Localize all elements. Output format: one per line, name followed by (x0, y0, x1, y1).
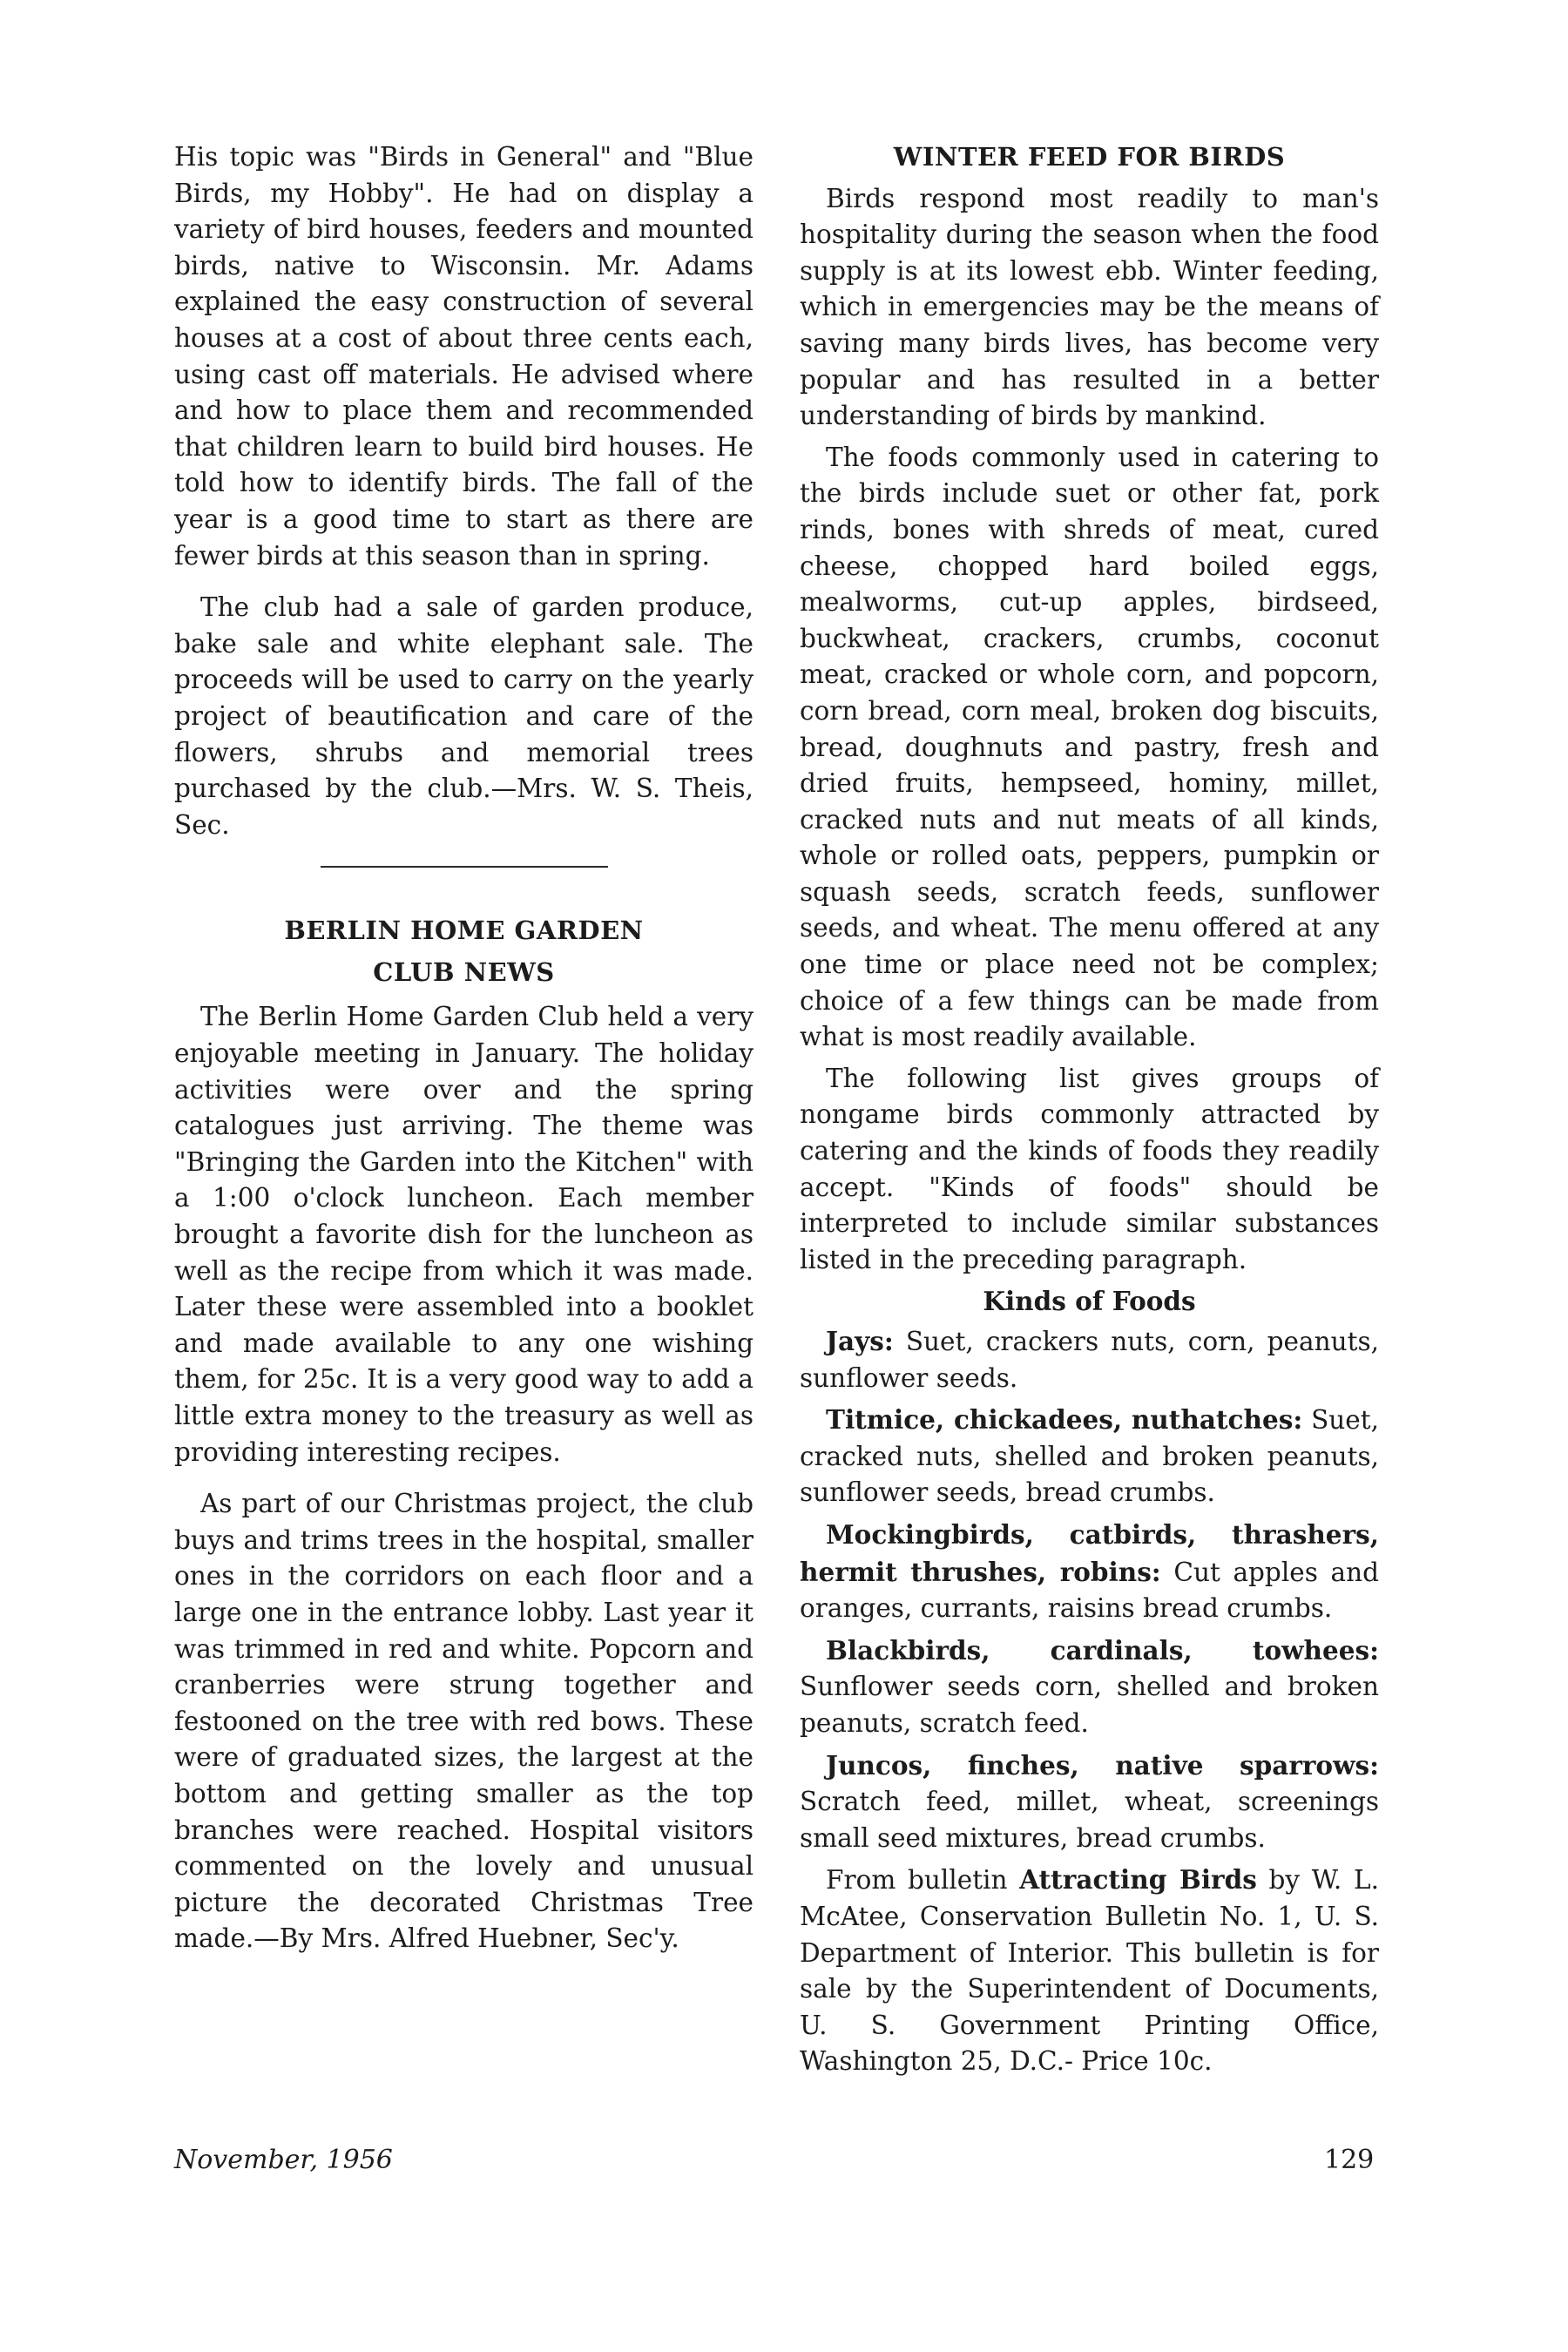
entry-foods: Sunflower seeds corn, shelled and broken peanuts, scratch feed. (800, 1672, 1379, 1738)
entry-birds: Titmice, chickadees, nuthatches: (826, 1404, 1303, 1436)
entry-foods: Scratch feed, millet, wheat, screenings small seed mixtures, bread crumbs. (800, 1787, 1379, 1853)
christmas-project-paragraph: As part of our Christmas project, the club buys and trims trees in the hospital, smaller ones in the corridors on each floor and a large one in the entrance lobby. Last year it was trimmed in red and white. Popcorn and cranberries were strung together and festooned on the tree with red bows. These were of graduated sizes, the largest at the bottom and getting smaller as the top branches were reached. Hospital visitors commented on the lovely and unusual picture the decorated Christmas Tree made.—By Mrs. Alfred Huebner, Sec'y. (174, 1489, 754, 1954)
following-list-paragraph: The following list gives groups of nongame birds commonly attracted by catering and the kinds of foods they readily accept. "Kinds of foods" should be interpreted to include similar substances listed in the preceding paragraph. (800, 1063, 1379, 1274)
berlin-heading-line2: CLUB NEWS (373, 956, 555, 987)
source-pre: From bulletin (826, 1865, 1008, 1896)
food-entry (800, 1517, 1379, 1627)
kinds-of-foods-heading: Kinds of Foods (983, 1286, 1196, 1317)
entry-foods: Cut apples and oranges, currants, raisins bread crumbs. (800, 1557, 1379, 1624)
source-title: Attracting Birds (1019, 1864, 1257, 1896)
winter-feed-heading: WINTER FEED FOR BIRDS (893, 142, 1286, 172)
section-divider (321, 866, 608, 868)
winter-feed-intro: Birds respond most readily to man's hospitality during the season when the food supply is at its lowest ebb. Winter feeding, which in emergencies may be the means of saving many birds lives, has become very popular and has resulted in a better understanding of birds by mankind. (800, 183, 1379, 431)
entry-birds: Blackbirds, cardinals, towhees: (826, 1634, 1379, 1666)
food-entry (800, 1323, 1379, 1396)
entry-foods: Suet, crackers nuts, corn, peanuts, sunflower seeds. (800, 1327, 1379, 1393)
entry-birds: Juncos, finches, native sparrows: (826, 1749, 1379, 1781)
source-citation (800, 1862, 1379, 2080)
entry-birds: Mockingbirds, catbirds, thrashers, hermit thrushes, robins: (800, 1518, 1379, 1587)
berlin-meeting-paragraph: The Berlin Home Garden Club held a very enjoyable meeting in January. The holiday activities were over and the spring catalogues just arriving. The theme was "Bringing the Garden into the Kitchen" with a 1:00 o'clock luncheon. Each member brought a favorite dish for the luncheon as well as the recipe from which it was made. Later these were assembled into a booklet and made available to any one wishing them, for 25c. It is a very good way to add a little extra money to the treasury as well as providing interesting recipes. (174, 1002, 754, 1467)
left-column (174, 139, 754, 1973)
entry-foods: Suet, cracked nuts, shelled and broken peanuts, sunflower seeds, bread crumbs. (800, 1405, 1379, 1508)
berlin-heading-line1: BERLIN HOME GARDEN (284, 916, 644, 946)
foods-paragraph: The foods commonly used in catering to the birds include suet or other fat, pork rinds, bones with shreds of meat, cured cheese, chopped hard boiled eggs, mealworms, cut-up apples, birdseed, buckwheat, crackers, crumbs, coconut meat, cracked or whole corn, and popcorn, corn bread, corn meal, broken dog biscuits, bread, doughnuts and pastry, fresh and dried fruits, hempseed, hominy, millet, cracked nuts and nut meats of all kinds, whole or rolled oats, peppers, pumpkin or squash seeds, scratch feeds, sunflower seeds, and wheat. The menu offered at any one time or place need not be complex; choice of a few things can be made from what is most readily available. (800, 442, 1379, 1052)
entry-birds: Jays: (826, 1326, 894, 1356)
source-post: by W. L. McAtee, Conservation Bulletin No. 1, U. S. Department of Interior. This bulletin is for sale by the Superintendent of Documents, U. S. Government Printing Office, Washington 25, D.C.- Price 10c. (800, 1865, 1379, 2077)
food-entry (800, 1747, 1379, 1857)
club-sale-paragraph: The club had a sale of garden produce, bake sale and white elephant sale. The proceeds will be used to carry on the yearly project of beautification and care of the flowers, shrubs and memorial trees purchased by the club.—Mrs. W. S. Theis, Sec. (174, 592, 754, 840)
issue-date: November, 1956 (174, 2145, 393, 2175)
bird-talk-paragraph: His topic was "Birds in General" and "Blue Birds, my Hobby". He had on display a variety of bird houses, feeders and mounted birds, native to Wisconsin. Mr. Adams explained the easy construction of several houses at a cost of about three cents each, using cast off materials. He advised where and how to place them and recommended that children learn to build bird houses. He told how to identify birds. The fall of the year is a good time to start as there are fewer birds at this season than in spring. (174, 142, 754, 571)
right-column (800, 139, 1379, 2085)
page-number: 129 (1324, 2145, 1375, 2175)
food-entry (800, 1632, 1379, 1742)
food-entry (800, 1402, 1379, 1511)
